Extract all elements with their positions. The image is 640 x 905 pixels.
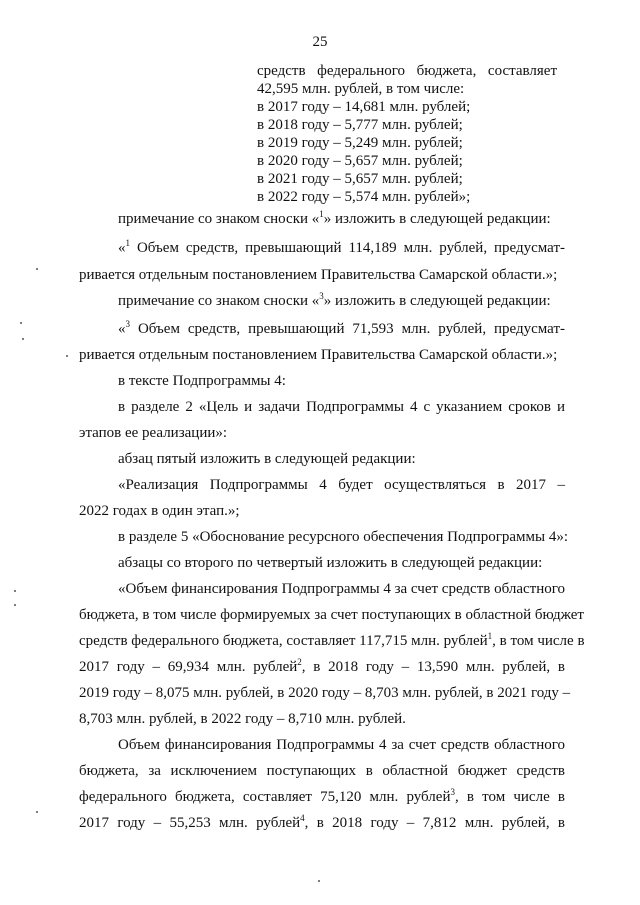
text-line: средств федерального бюджета, составляет [257, 63, 557, 79]
text-line: 2017 году – 55,253 млн. рублей$^4$, в 2018 году – 7,812 млн. рублей, в [79, 813, 565, 831]
text-line: 2022 годах в один этап.»; [79, 503, 240, 519]
text-line: в 2020 году – 5,657 млн. рублей; [257, 153, 463, 169]
text-line: «$^1$ Объем средств, превышающий 114,189 млн. рублей, предусмат- [118, 238, 565, 256]
text-line: Объем финансирования Подпрограммы 4 за счет средств областного [118, 737, 565, 753]
text-line: в 2021 году – 5,657 млн. рублей; [257, 171, 463, 187]
text-line: в тексте Подпрограммы 4: [118, 373, 286, 389]
text-line: в 2017 году – 14,681 млн. рублей; [257, 99, 471, 115]
scan-speck [36, 268, 38, 270]
scan-speck [20, 322, 22, 324]
text-line: «Реализация Подпрограммы 4 будет осуществляться в 2017 – [118, 477, 565, 493]
scan-speck [318, 880, 320, 882]
scan-speck [66, 355, 68, 357]
text-line: «$^3$ Объем средств, превышающий 71,593 млн. рублей, предусмат- [118, 319, 565, 337]
text-line: средств федерального бюджета, составляет 117,715 млн. рублей$^1$, в том числе в [79, 631, 585, 649]
text-line: абзац пятый изложить в следующей редакции: [118, 451, 416, 467]
scan-speck [14, 604, 16, 606]
text-line: ривается отдельным постановлением Правительства Самарской области.»; [79, 267, 558, 283]
text-line: этапов ее реализации»: [79, 425, 228, 441]
text-line: в 2018 году – 5,777 млн. рублей; [257, 117, 463, 133]
page-number: 25 [312, 34, 328, 50]
text-line: 2017 году – 69,934 млн. рублей$^2$, в 2018 году – 13,590 млн. рублей, в [79, 657, 565, 675]
text-line: 2019 году – 8,075 млн. рублей, в 2020 году – 8,703 млн. рублей, в 2021 году – [79, 685, 571, 701]
text-line: в разделе 5 «Обоснование ресурсного обеспечения Подпрограммы 4»: [118, 529, 568, 545]
text-line: в 2019 году – 5,249 млн. рублей; [257, 135, 463, 151]
scan-speck [22, 338, 24, 340]
text-line: «Объем финансирования Подпрограммы 4 за счет средств областного [118, 581, 565, 597]
text-line: примечание со знаком сноски «$^1$» изложить в следующей редакции: [118, 209, 551, 227]
text-line: бюджета, за исключением поступающих в областной бюджет средств [79, 763, 565, 779]
text-line: в 2022 году – 5,574 млн. рублей»; [257, 189, 471, 205]
text-line: 8,703 млн. рублей, в 2022 году – 8,710 млн. рублей. [79, 711, 406, 727]
text-line: ривается отдельным постановлением Правительства Самарской области.»; [79, 347, 558, 363]
text-line: в разделе 2 «Цель и задачи Подпрограммы 4 с указанием сроков и [118, 399, 565, 415]
text-line: 42,595 млн. рублей, в том числе: [257, 81, 465, 97]
text-line: примечание со знаком сноски «$^3$» изложить в следующей редакции: [118, 291, 551, 309]
text-line: бюджета, в том числе формируемых за счет поступающих в областной бюджет [79, 607, 584, 623]
text-line: абзацы со второго по четвертый изложить в следующей редакции: [118, 555, 543, 571]
scan-speck [36, 811, 38, 813]
scan-speck [14, 590, 16, 592]
text-line: федерального бюджета, составляет 75,120 млн. рублей$^3$, в том числе в [79, 787, 565, 805]
